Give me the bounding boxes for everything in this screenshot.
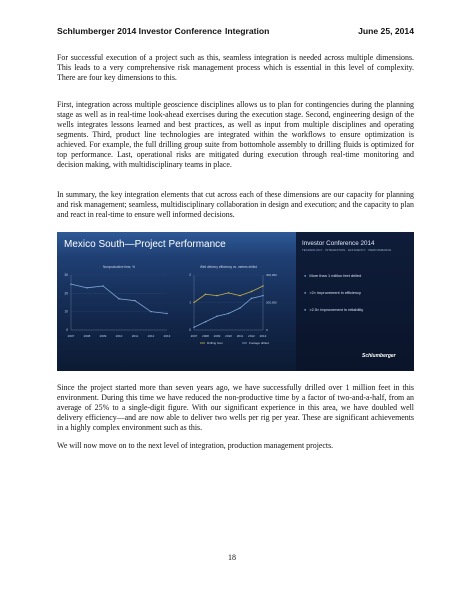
legend-label: Footage drilled (249, 341, 269, 345)
x-tick-label: 2012 (248, 334, 255, 338)
x-tick-label: 2008 (202, 334, 209, 338)
series-line (194, 286, 263, 303)
paragraph-2: First, integration across multiple geoscience disciplines allows us to plan for contingencies during the planning stage as well as in real-time look-ahead exercises during the execution stage. Second, engineering design of the wells integrates lessons learned and best practices, as well as input from multiple disciplines and operating segments. Third, product line technologies are integrated within the workflows to ensure optimization is achieved. For example, the full drilling group suite from bottomhole assembly to drilling fluids is optimized for top performance. Last, operational risks are mitigated during execution through real-time monitoring and decision making, with multidisciplinary teams in place. (57, 100, 414, 169)
x-tick-label: 2013 (163, 334, 171, 338)
y-tick-label: 0 (189, 328, 191, 332)
legend-label: Drilling hour (207, 341, 224, 345)
data-point (70, 283, 71, 284)
y-tick-label: 0 (66, 328, 68, 332)
series-line (194, 296, 263, 328)
x-tick-label: 2009 (99, 334, 107, 338)
x-tick-label: 2010 (115, 334, 123, 338)
y-tick-label: 20 (64, 291, 68, 296)
x-tick-label: 2008 (83, 334, 91, 338)
data-point (205, 294, 206, 295)
data-point (134, 300, 135, 301)
x-tick-label: 2009 (213, 334, 221, 338)
page-header (57, 26, 414, 40)
bullet-item (304, 273, 361, 278)
bullet-item (304, 290, 361, 295)
data-point (102, 285, 103, 286)
chart-title: Well delivery efficiency vs. meters drilled (199, 265, 258, 269)
bullet-text: >2× improvement in efficiency (309, 290, 361, 295)
data-point (251, 298, 252, 299)
header-company: Schlumberger 2014 Investor Conference (57, 26, 222, 36)
data-point (166, 313, 167, 314)
header-date: June 25, 2014 (358, 26, 414, 36)
data-point (150, 311, 151, 312)
conference-title: Investor Conference 2014 (302, 240, 375, 247)
data-point (205, 321, 206, 322)
y-tick-label: 10 (64, 309, 68, 314)
data-point (262, 285, 263, 286)
slide-charts (57, 232, 296, 371)
schlumberger-logo: Schlumberger (362, 353, 396, 359)
bullet-dot-icon: ● (304, 307, 307, 312)
y-tick-label: 2 (189, 273, 191, 277)
y2-tick-label: 400,000 (266, 273, 277, 277)
slide-chart-panel (57, 232, 296, 371)
x-tick-label: 2007 (190, 334, 198, 338)
paragraph-3: In summary, the key integration elements that cut across each of these dimensions are our capacity for planning and risk management; seamless, multidisciplinary collaboration in design and execution; and the capacity to plan and react in real-time to ensure well informed decisions. (57, 190, 414, 219)
data-point (118, 298, 119, 299)
y2-tick-label: 0 (266, 328, 268, 332)
bullet-dot-icon: ● (304, 273, 307, 278)
data-point (239, 295, 240, 296)
y-tick-label: 30 (64, 273, 68, 277)
x-tick-label: 2010 (225, 334, 232, 338)
x-tick-label: 2012 (147, 334, 155, 338)
data-point (228, 313, 229, 314)
header-section: Integration (225, 26, 270, 36)
paragraph-4: Since the project started more than seven years ago, we have successfully drilled over 1 million feet in this environment. During this time we have reduced the non-productive time by a factor of two-and-a-half, from an average of 25% to a single-digit figure. With our significant experience in this area, we have doubled well delivery efficiency—and are now able to deliver two wells per rig per year. These are significant achievements in a highly complex environment such as this. (57, 383, 414, 432)
chart-title: Nonproductive time, % (102, 265, 136, 269)
paragraph-5: We will now move on to the next level of integration, production management projects. (57, 441, 334, 450)
data-point (193, 327, 194, 328)
data-point (86, 287, 87, 288)
x-tick-label: 2011 (236, 334, 244, 338)
slide-title: Mexico South—Project Performance (64, 239, 226, 250)
data-point (239, 307, 240, 308)
paragraph-1: For successful execution of a project such as this, seamless integration is needed across multiple dimensions. This leads to a very comprehensive risk management process which is essential in this level of complexity. There are four key dimensions to this. (57, 53, 414, 82)
data-point (193, 302, 194, 303)
bullet-item (304, 307, 363, 312)
data-point (262, 295, 263, 296)
page-number: 18 (228, 553, 236, 562)
y-tick-label: 1 (189, 300, 191, 305)
bullet-dot-icon: ● (304, 290, 307, 295)
x-tick-label: 2011 (131, 334, 139, 338)
x-tick-label: 2007 (67, 334, 75, 338)
x-tick-label: 2013 (259, 334, 267, 338)
bullet-text: More than 1 million feet drilled (309, 273, 362, 278)
data-point (251, 291, 252, 292)
presentation-slide (57, 232, 414, 371)
bullet-text: >2.5× improvement in reliability (309, 307, 364, 312)
y2-tick-label: 200,000 (266, 300, 277, 305)
data-point (216, 295, 217, 296)
slide-info-panel (296, 232, 414, 371)
data-point (228, 292, 229, 293)
conference-subtitle: TECHNOLOGY · INTEGRATION · EFFICIENCY · PERFORMANCE (302, 248, 392, 252)
data-point (216, 316, 217, 317)
